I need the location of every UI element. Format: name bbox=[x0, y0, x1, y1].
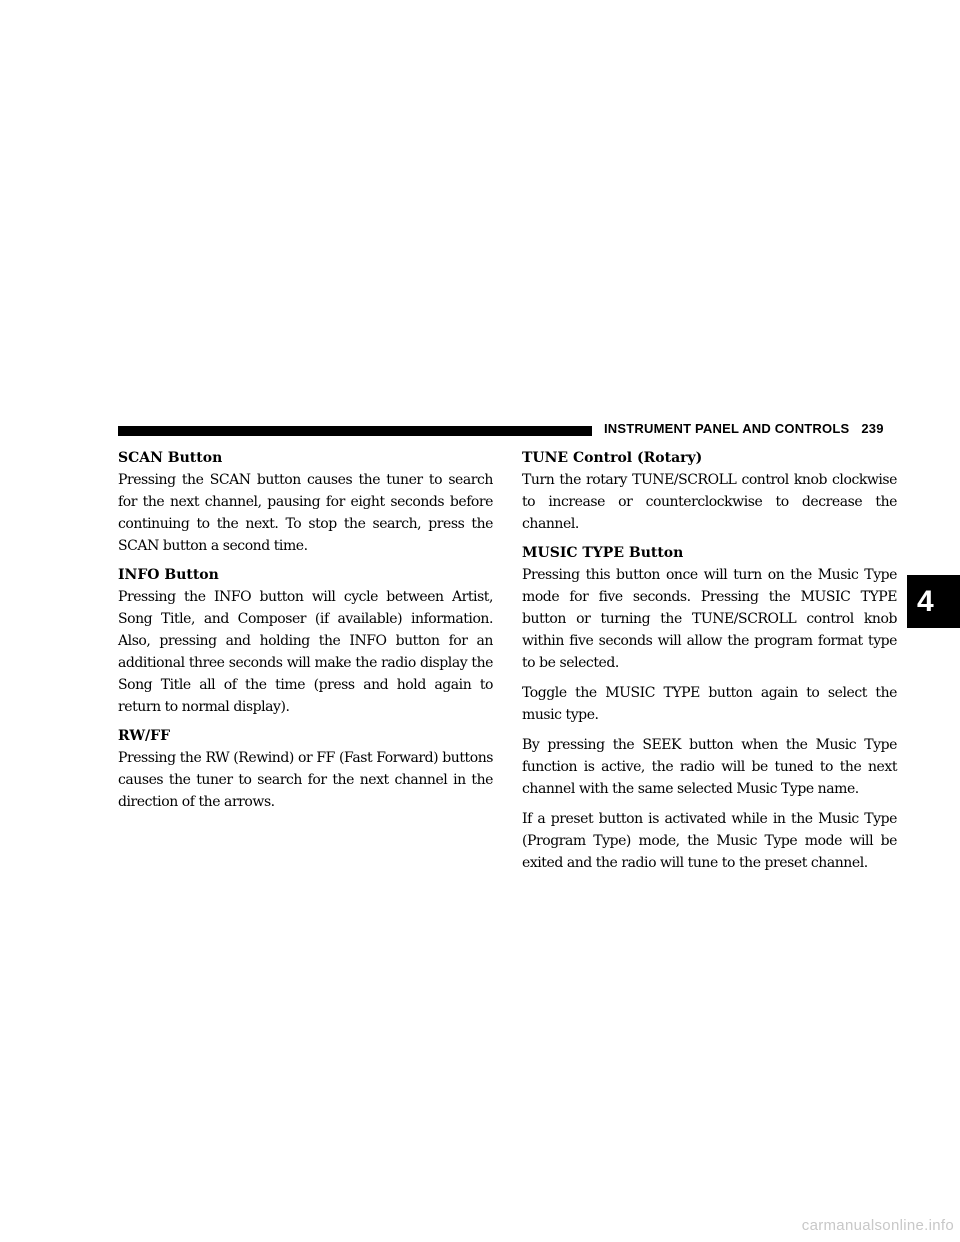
chapter-tab: 4 bbox=[907, 575, 960, 628]
header-rule bbox=[118, 426, 592, 436]
section-heading: RW/FF bbox=[118, 728, 171, 744]
section-heading: SCAN Button bbox=[118, 450, 223, 466]
right-column bbox=[522, 448, 897, 882]
body-paragraph: Pressing the RW (Rewind) or FF (Fast Forward) buttons causes the tuner to search for the next channel in the direction of the arrows. bbox=[118, 750, 493, 810]
page-number: 239 bbox=[861, 421, 884, 436]
left-column bbox=[118, 448, 493, 821]
section-heading: MUSIC TYPE Button bbox=[522, 545, 684, 561]
body-paragraph: Pressing the INFO button will cycle between Artist, Song Title, and Composer (if available) information. Also, pressing and holding the INFO button for an additional three seconds will make the radio display the Song Title all of the time (press and hold again to return to normal display). bbox=[118, 589, 493, 715]
section-tune-control bbox=[522, 448, 897, 535]
section-info-button bbox=[118, 565, 493, 718]
body-paragraph: Pressing the SCAN button causes the tuner to search for the next channel, pausing for eight seconds before continuing to the next. To stop the search, press the SCAN button a second time. bbox=[118, 472, 493, 554]
section-scan-button bbox=[118, 448, 493, 557]
section-title: INSTRUMENT PANEL AND CONTROLS bbox=[604, 421, 850, 436]
body-paragraph: If a preset button is activated while in the Music Type (Program Type) mode, the Music Type mode will be exited and the radio will tune to the preset channel. bbox=[522, 811, 897, 871]
body-paragraph: Toggle the MUSIC TYPE button again to select the music type. bbox=[522, 685, 897, 723]
running-header bbox=[604, 421, 884, 436]
section-heading: INFO Button bbox=[118, 567, 219, 583]
body-paragraph: By pressing the SEEK button when the Music Type function is active, the radio will be tuned to the next channel with the same selected Music Type name. bbox=[522, 737, 897, 797]
body-paragraph: Pressing this button once will turn on the Music Type mode for five seconds. Pressing the MUSIC TYPE button or turning the TUNE/SCROLL control knob within five seconds will allow the program format type to be selected. bbox=[522, 567, 897, 671]
body-paragraph: Turn the rotary TUNE/SCROLL control knob clockwise to increase or counterclockwise to decrease the channel. bbox=[522, 472, 897, 532]
section-music-type-button bbox=[522, 543, 897, 874]
section-heading: TUNE Control (Rotary) bbox=[522, 450, 703, 466]
site-watermark: carmanualsonline.info bbox=[801, 1217, 954, 1234]
section-rw-ff bbox=[118, 726, 493, 813]
